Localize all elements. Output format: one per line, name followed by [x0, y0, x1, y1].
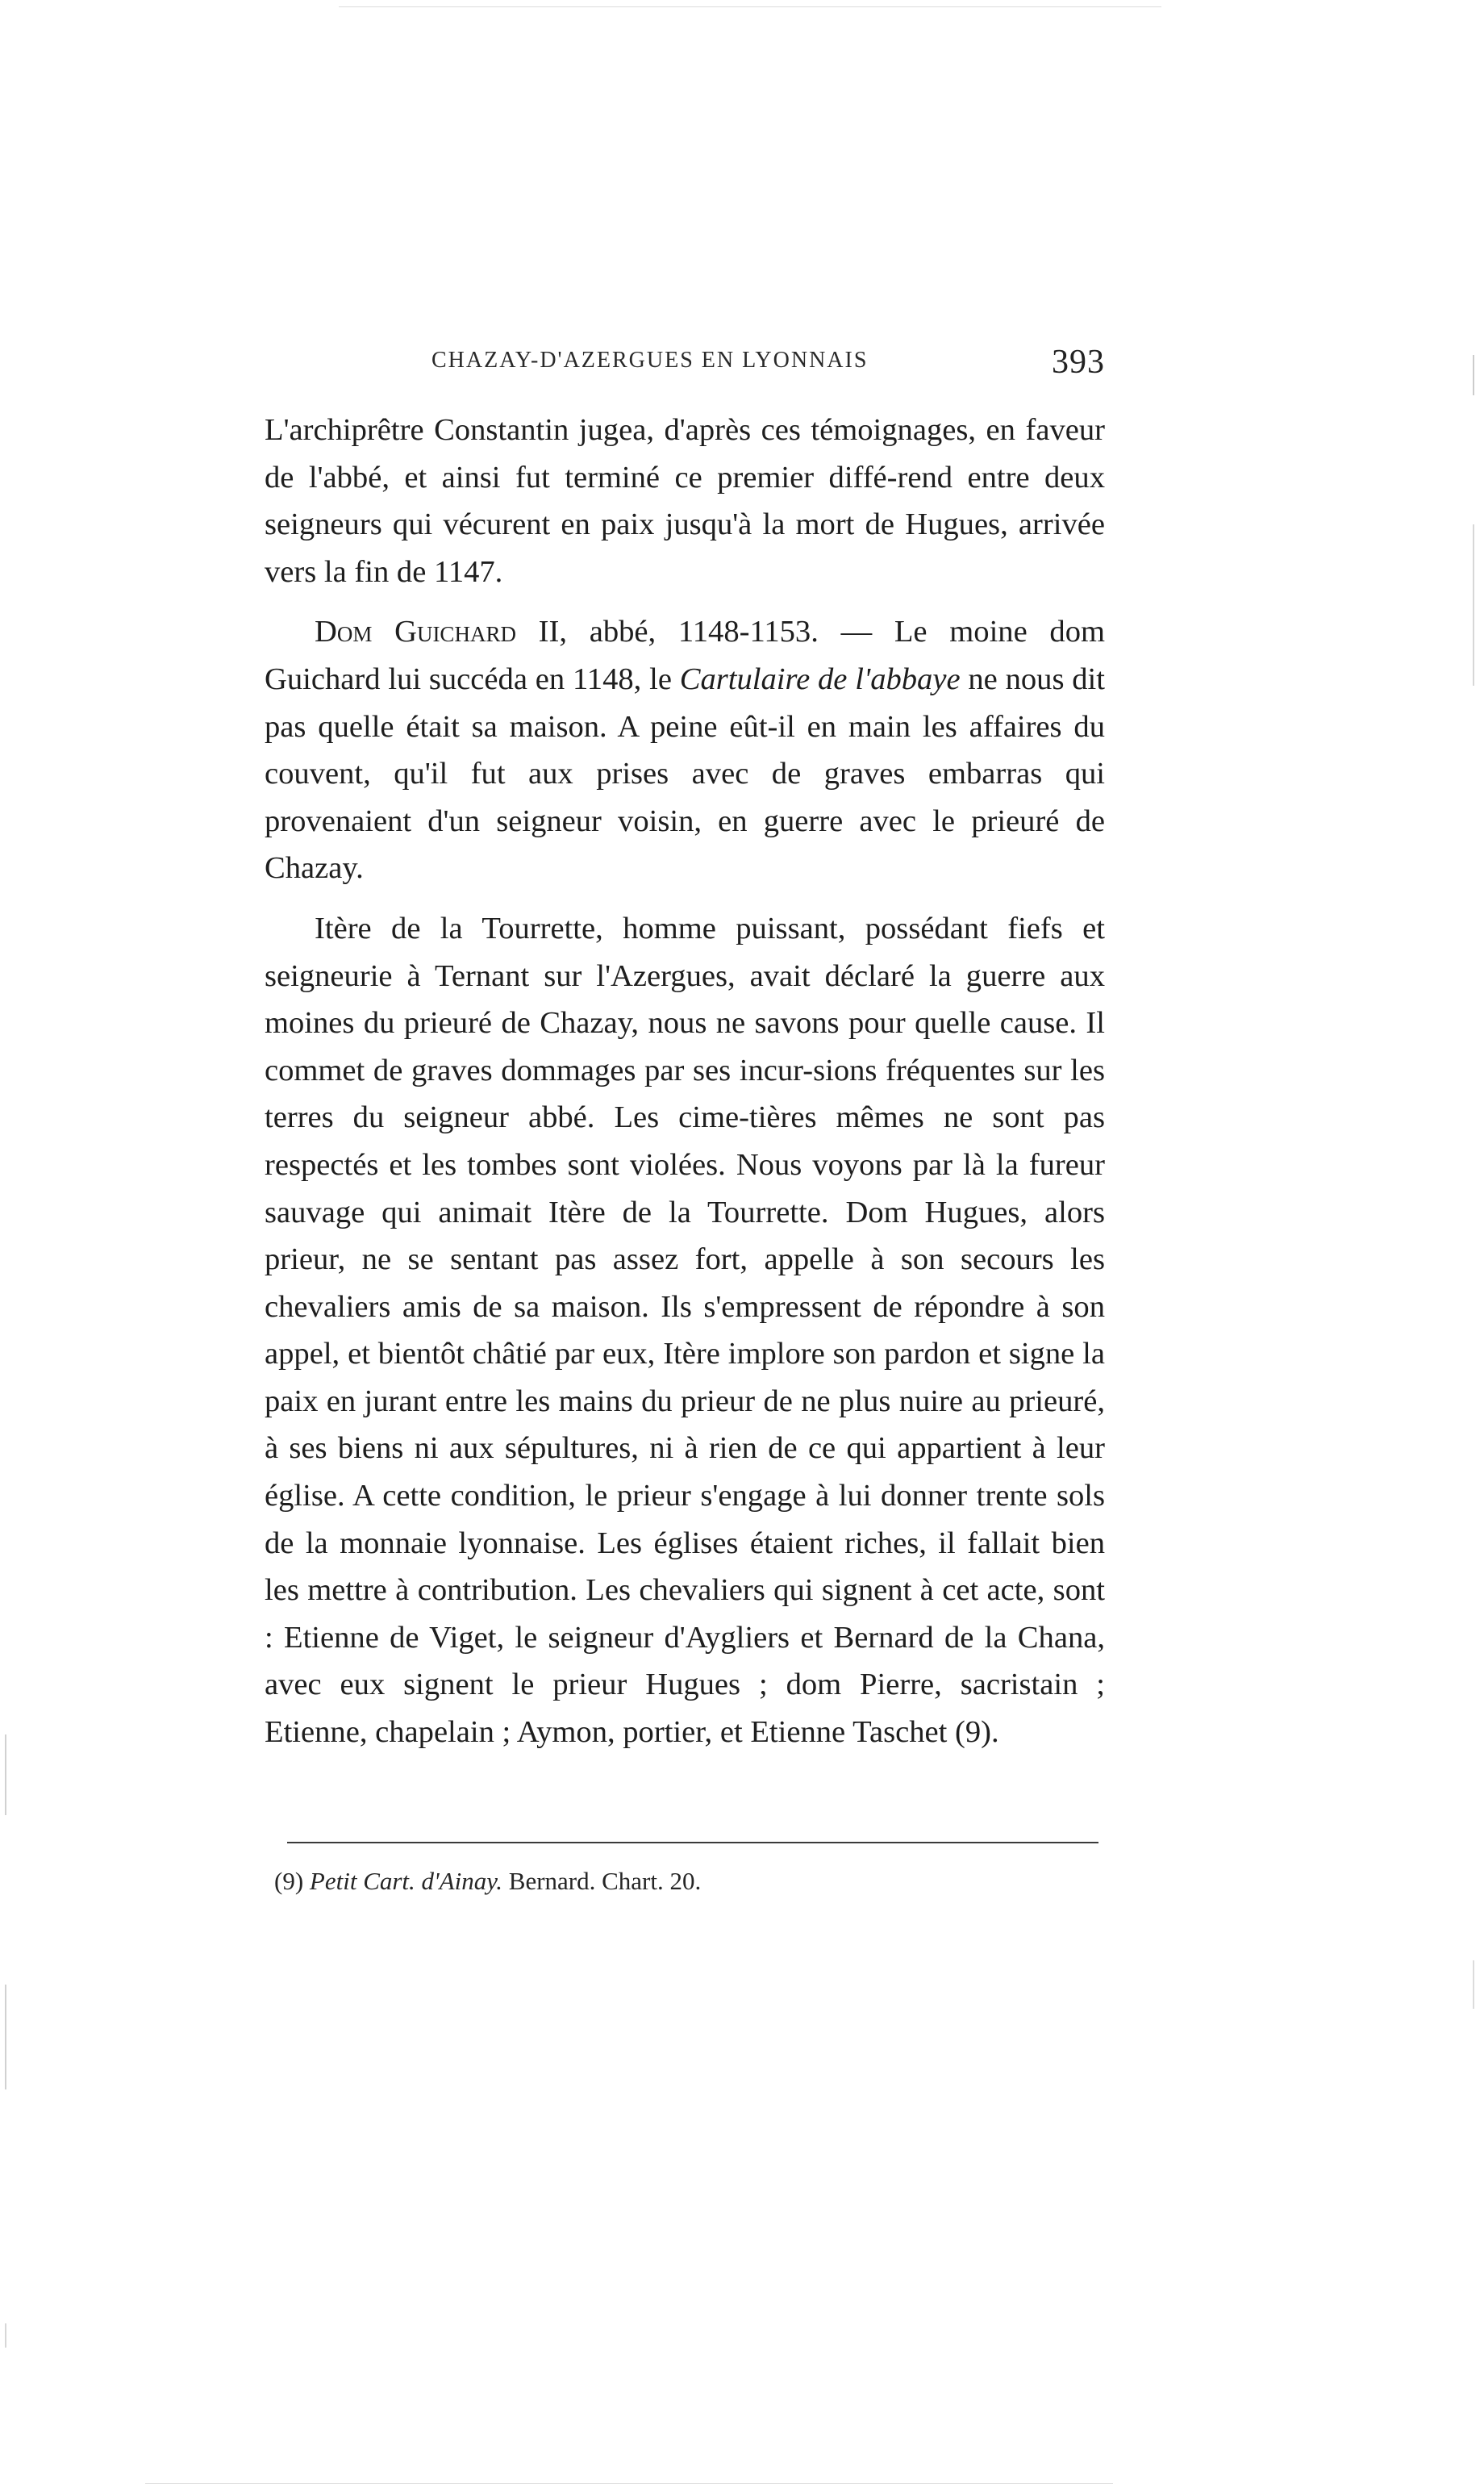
paragraph-1: L'archiprêtre Constantin jugea, d'après ces témoignages, en faveur de l'abbé, et ainsi fut terminé ce premier diffé-rend entre deux seigneurs qui vécurent en paix jusqu'à la mort de Hugues, arrivée vers la fin de 1147. — [265, 413, 1105, 589]
scan-edge-line-right-1 — [1473, 355, 1474, 395]
scan-edge-line-left-3 — [5, 2323, 6, 2348]
paragraph-2-lead: II, abbé, 1148-1153. — Le moine dom Guichard lui succéda en 1148, le — [265, 615, 1105, 696]
paragraph-3: Itère de la Tourrette, homme puissant, possédant fiefs et seigneurie à Ternant sur l'Azergues, avait déclaré la guerre aux moines du prieuré de Chazay, nous ne savons pour quelle cause. Il commet de graves dommages par ses incur-sions fréquentes sur les terres du seigneur abbé. Les cime-tières mêmes ne sont pas respectés et les tombes sont violées. Nous voyons par là la fureur sauvage qui animait Itère de la Tourrette. Dom Hugues, alors prieur, ne se sentant pas assez fort, appelle à son secours les chevaliers amis de sa maison. Ils s'empressent de répondre à son appel, et bientôt châtié par eux, Itère implore son pardon et signe la paix en jurant entre les mains du prieur de ne plus nuire au prieuré, à ses biens ni aux sépultures, ni à rien de ce qui appartient à leur église. A cette condition, le prieur s'engage à lui donner trente sols de la monnaie lyonnaise. Les églises étaient riches, il fallait bien les mettre à contribution. Les chevaliers qui signent à cet acte, sont : Etienne de Viget, le seigneur d'Aygliers et Bernard de la Chana, avec eux signent le prieur Hugues ; dom Pierre, sacristain ; Etienne, chapelain ; Aymon, portier, et Etienne Taschet (9). — [265, 911, 1105, 1750]
paragraph-2-rest: ne nous dit pas quelle était sa maison. A peine eût-il en main les affaires du couvent, qu'il fut aux prises avec de graves embarras qui provenaient d'un seigneur voisin, en guerre avec le prieuré de Chazay. — [265, 662, 1105, 886]
footnote — [274, 1865, 1105, 1897]
scan-edge-line-left-2 — [5, 1985, 6, 2089]
scan-edge-line-left-1 — [5, 1734, 6, 1815]
running-head: CHAZAY-D'AZERGUES EN LYONNAIS — [431, 348, 869, 373]
page-number: 393 — [1052, 344, 1105, 381]
abbot-name-smallcaps: Dom Guichard — [315, 615, 516, 649]
footnote-reference: Bernard. Chart. 20. — [508, 1867, 702, 1895]
footnote-rule — [287, 1842, 1098, 1843]
page-header — [266, 343, 1105, 391]
scan-edge-line-top — [339, 6, 1161, 7]
scan-edge-line-right-3 — [1473, 1960, 1474, 2009]
cartulaire-title: Cartulaire de l'abbaye — [679, 662, 961, 696]
scan-edge-line-right-2 — [1473, 524, 1474, 686]
scan-edge-line-bottom — [145, 2483, 1113, 2484]
footnote-source-title: Petit Cart. d'Ainay. — [309, 1867, 503, 1895]
footnote-number: (9) — [274, 1867, 304, 1895]
paragraph-2 — [265, 608, 1105, 892]
body-text — [265, 407, 1105, 1756]
